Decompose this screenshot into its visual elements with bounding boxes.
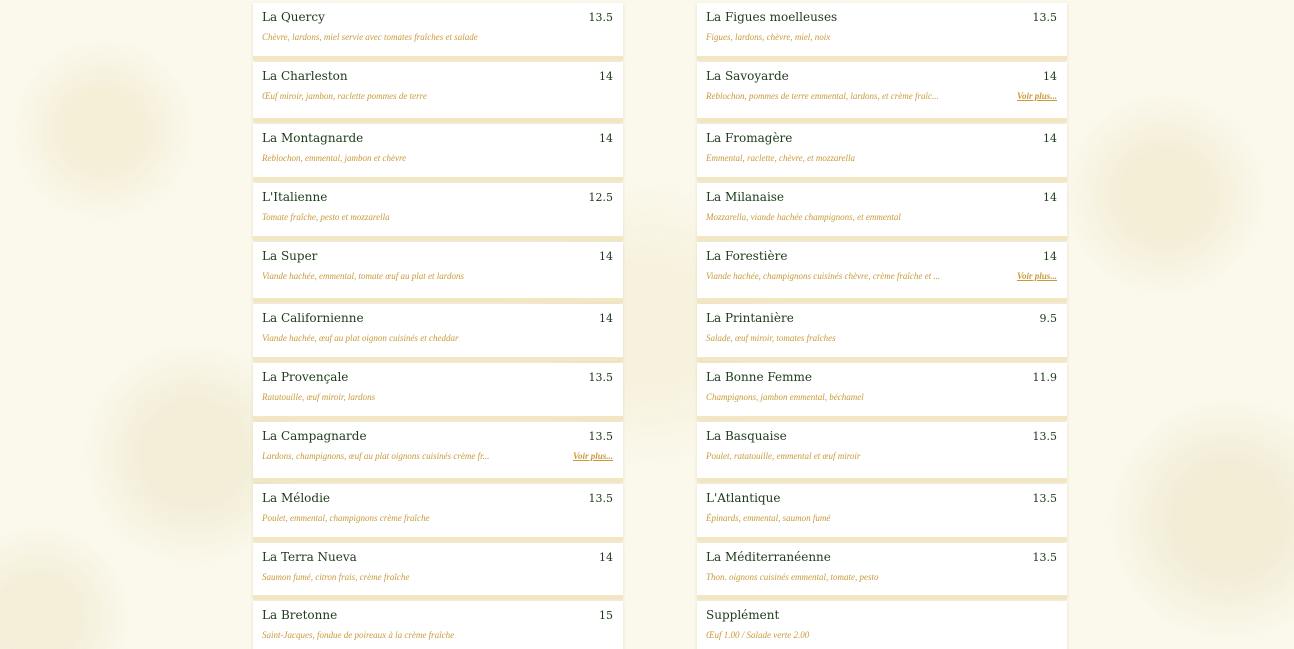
menu-item-price: 13.5 bbox=[1032, 551, 1057, 564]
menu-item-la-bonne-femme[interactable] bbox=[697, 363, 1067, 420]
menu-item-name: La Bretonne bbox=[262, 608, 338, 622]
see-more-link[interactable]: Voir plus... bbox=[572, 451, 613, 461]
menu-item-name: La Savoyarde bbox=[706, 69, 789, 83]
menu-item-name: La Basquaise bbox=[706, 429, 787, 443]
menu-item-supplement[interactable] bbox=[697, 601, 1067, 649]
menu-item-price: 14 bbox=[1043, 70, 1057, 83]
menu-item-name: La Forestière bbox=[706, 249, 788, 263]
menu-item-name: La Quercy bbox=[262, 10, 325, 24]
menu-item-name: Supplément bbox=[706, 608, 780, 622]
menu-item-description: Champignons, jambon emmental, béchamel bbox=[706, 392, 864, 402]
menu-item-price: 13.5 bbox=[1032, 430, 1057, 443]
menu-item-la-milanaise[interactable] bbox=[697, 183, 1067, 240]
menu-item-description: Ratatouille, œuf miroir, lardons bbox=[262, 392, 376, 402]
menu-item-name: La Milanaise bbox=[706, 190, 785, 204]
menu-item-name: La Méditerranéenne bbox=[706, 550, 831, 564]
menu-item-la-terra-nueva[interactable] bbox=[253, 543, 623, 599]
menu-item-price: 9.5 bbox=[1039, 312, 1057, 325]
menu-item-name: La Figues moelleuses bbox=[706, 10, 838, 24]
menu-item-price: 13.5 bbox=[588, 11, 613, 24]
menu-item-price: 14 bbox=[599, 132, 613, 145]
menu-item-name: La Bonne Femme bbox=[706, 370, 812, 384]
menu-item-description: Œuf miroir, jambon, raclette pommes de terre bbox=[262, 91, 427, 101]
menu-item-description: Reblochon, emmental, jambon et chèvre bbox=[262, 153, 407, 163]
menu-item-la-quercy[interactable] bbox=[253, 3, 623, 60]
menu-item-price: 14 bbox=[599, 250, 613, 263]
menu-item-price: 13.5 bbox=[588, 492, 613, 505]
menu-item-name: La Charleston bbox=[262, 69, 348, 83]
menu-item-la-figues-moelleuses[interactable] bbox=[697, 3, 1067, 60]
menu-item-price: 14 bbox=[1043, 250, 1057, 263]
menu-item-name: La Provençale bbox=[262, 370, 349, 384]
menu-item-description: Emmental, raclette, chèvre, et mozzarella bbox=[706, 153, 856, 163]
menu-item-description: Thon. oignons cuisinés emmental, tomate, pesto bbox=[706, 572, 879, 582]
menu-item-description: Saumon fumé, citron frais, crème fraîche bbox=[262, 572, 410, 582]
menu-item-name: L'Italienne bbox=[262, 190, 328, 204]
menu-item-price: 14 bbox=[599, 551, 613, 564]
menu-item-la-melodie[interactable] bbox=[253, 484, 623, 541]
menu-item-description: Viande hachée, œuf au plat oignon cuisinés et cheddar bbox=[262, 333, 459, 343]
menu-item-la-fromagere[interactable] bbox=[697, 124, 1067, 181]
menu-item-la-bretonne[interactable] bbox=[253, 601, 623, 649]
menu-item-la-californienne[interactable] bbox=[253, 304, 623, 361]
see-more-link[interactable]: Voir plus... bbox=[1016, 271, 1057, 281]
menu-item-description: Lardons, champignons, œuf au plat oignons cuisinés crème fr... bbox=[262, 451, 490, 461]
menu-item-l-italienne[interactable] bbox=[253, 183, 623, 240]
menu-item-la-basquaise[interactable] bbox=[697, 422, 1067, 482]
see-more-link[interactable]: Voir plus... bbox=[1016, 91, 1057, 101]
menu-item-name: La Californienne bbox=[262, 311, 364, 325]
menu-item-price: 13.5 bbox=[1032, 11, 1057, 24]
menu-item-la-savoyarde[interactable] bbox=[697, 62, 1067, 122]
menu-item-description: Saint-Jacques, fondue de poireaux à la crème fraîche bbox=[262, 630, 455, 640]
menu-item-price: 13.5 bbox=[588, 371, 613, 384]
menu-item-price: 11.9 bbox=[1032, 371, 1057, 384]
menu-item-price: 14 bbox=[1043, 191, 1057, 204]
menu-item-price: 13.5 bbox=[1032, 492, 1057, 505]
menu-item-la-super[interactable] bbox=[253, 242, 623, 302]
menu-item-la-charleston[interactable] bbox=[253, 62, 623, 122]
menu-item-description: Reblochon, pommes de terre emmental, lardons, et crème fraîc... bbox=[706, 91, 939, 101]
menu-item-description: Figues, lardons, chèvre, miel, noix bbox=[706, 32, 831, 42]
menu-item-name: La Terra Nueva bbox=[262, 550, 357, 564]
menu-item-price: 14 bbox=[599, 70, 613, 83]
menu-item-la-provencale[interactable] bbox=[253, 363, 623, 420]
menu-item-description: Poulet, emmental, champignons crème fraîche bbox=[262, 513, 430, 523]
menu-item-price: 13.5 bbox=[588, 430, 613, 443]
menu-item-price: 15 bbox=[599, 609, 613, 622]
menu-item-name: La Montagnarde bbox=[262, 131, 364, 145]
menu-item-description: Viande hachée, emmental, tomate œuf au plat et lardons bbox=[262, 271, 464, 281]
menu-item-description: Épinards, emmental, saumon fumé bbox=[706, 513, 831, 523]
menu-item-name: La Printanière bbox=[706, 311, 794, 325]
menu-item-name: La Super bbox=[262, 249, 318, 263]
menu-item-la-printaniere[interactable] bbox=[697, 304, 1067, 361]
menu-item-description: Poulet, ratatouille, emmental et œuf miroir bbox=[706, 451, 861, 461]
menu-item-description: Viande hachée, champignons cuisinés chèvre, crème fraîche et ... bbox=[706, 271, 941, 281]
menu-item-description: Mozzarella, viande hachée champignons, et emmental bbox=[706, 212, 901, 222]
menu-item-la-campagnarde[interactable] bbox=[253, 422, 623, 482]
menu-item-description: Salade, œuf miroir, tomates fraîches bbox=[706, 333, 836, 343]
menu-item-name: La Mélodie bbox=[262, 491, 331, 505]
menu-item-l-atlantique[interactable] bbox=[697, 484, 1067, 541]
menu-item-price: 14 bbox=[1043, 132, 1057, 145]
menu-item-name: La Campagnarde bbox=[262, 429, 367, 443]
menu-item-name: La Fromagère bbox=[706, 131, 793, 145]
menu-item-description: Œuf 1.00 / Salade verte 2.00 bbox=[706, 630, 810, 640]
menu-item-la-montagnarde[interactable] bbox=[253, 124, 623, 181]
menu-item-price: 14 bbox=[599, 312, 613, 325]
menu-item-name: L'Atlantique bbox=[706, 491, 781, 505]
menu-item-description: Chèvre, lardons, miel servie avec tomates fraîches et salade bbox=[262, 32, 478, 42]
menu-item-la-mediterraneenne[interactable] bbox=[697, 543, 1067, 599]
menu-item-price: 12.5 bbox=[588, 191, 613, 204]
menu-item-description: Tomate fraîche, pesto et mozzarella bbox=[262, 212, 390, 222]
menu-item-la-forestiere[interactable] bbox=[697, 242, 1067, 302]
